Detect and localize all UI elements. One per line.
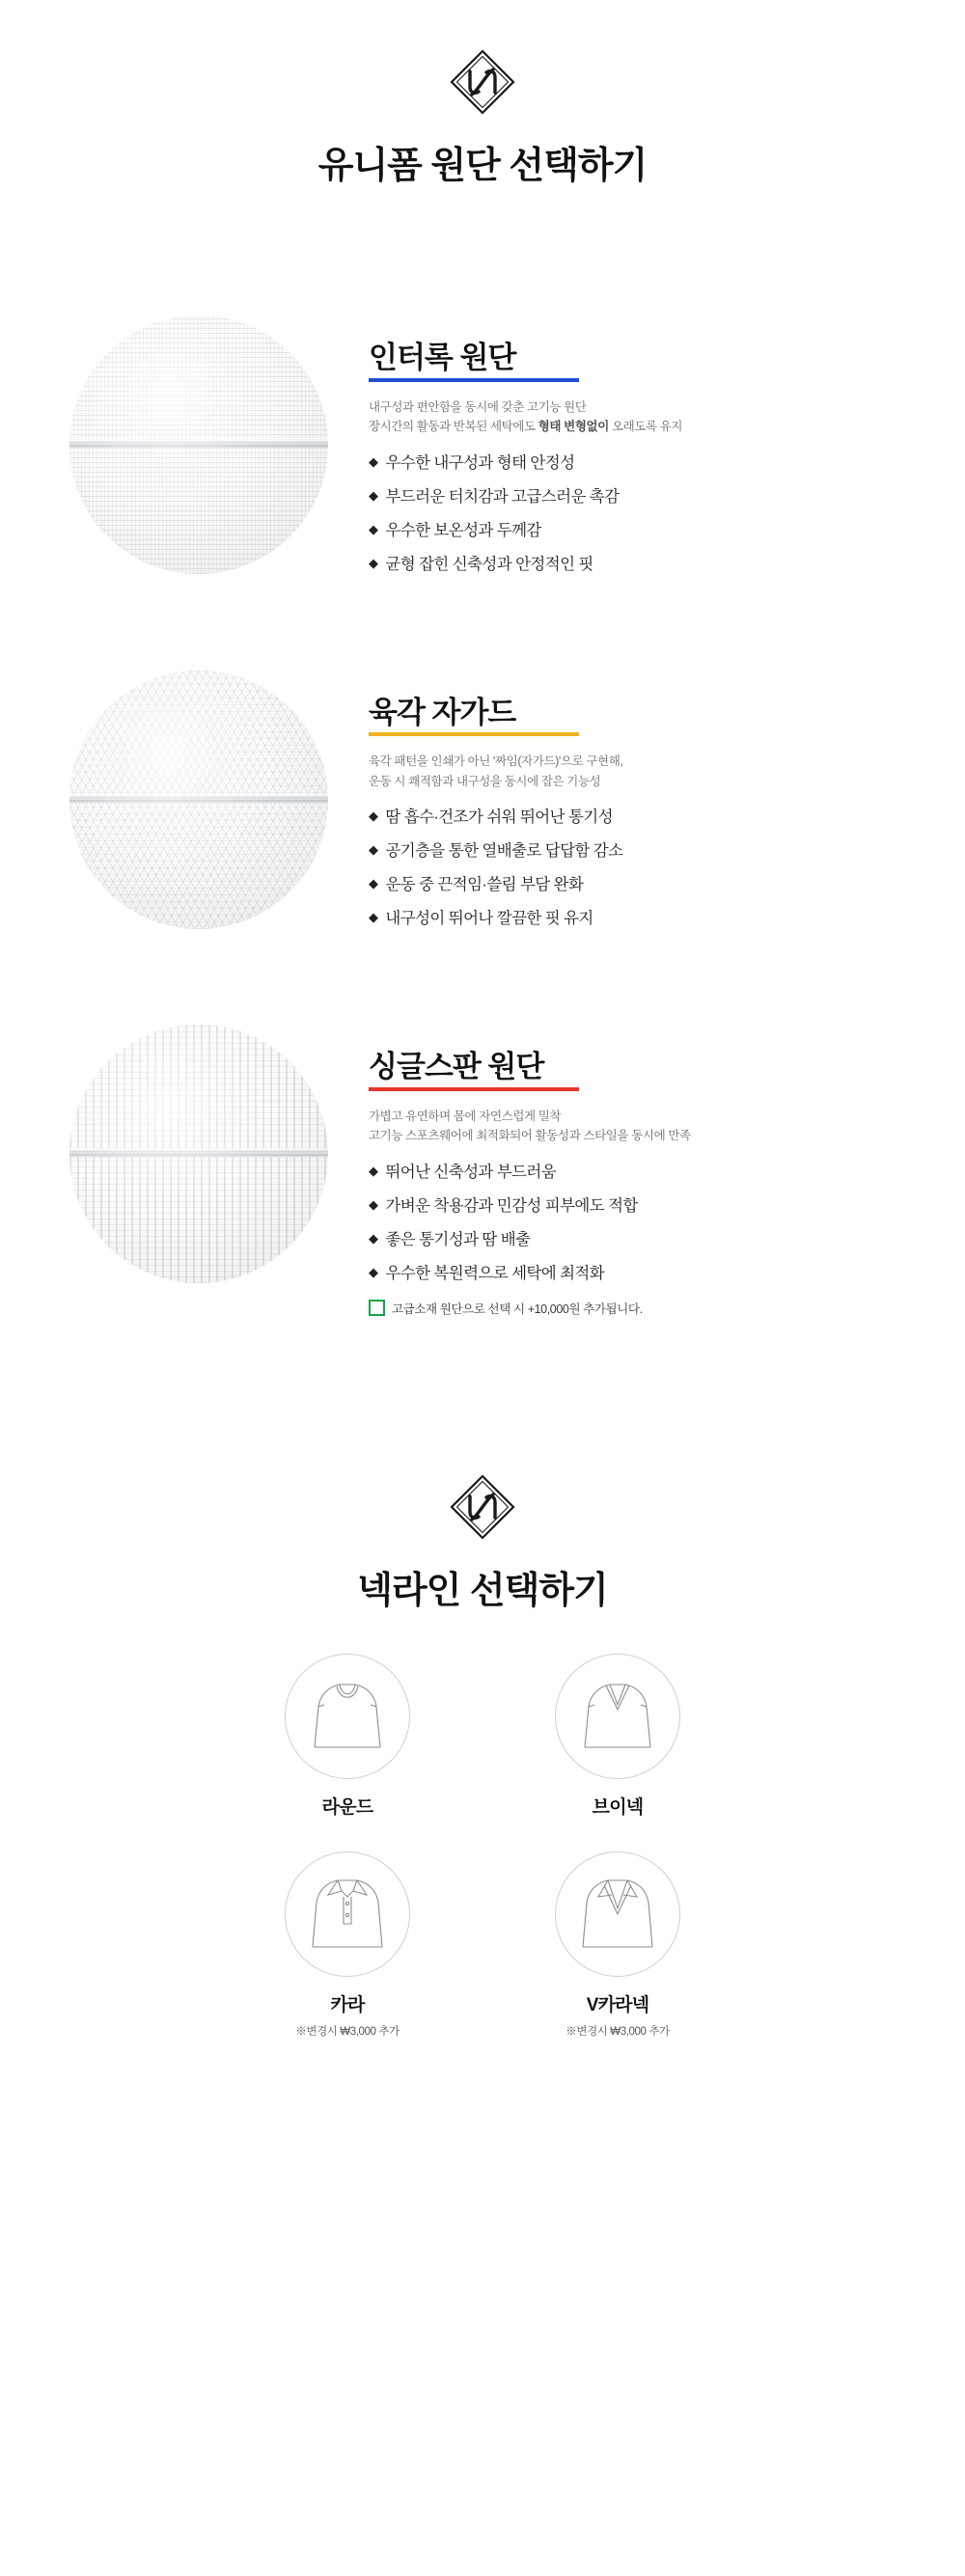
fabric-description-line-2: 운동 시 쾌적함과 내구성을 동시에 잡은 기능성 <box>369 774 601 788</box>
diamond-bullet-icon: ◆ <box>369 1264 378 1279</box>
diamond-bullet-icon: ◆ <box>369 453 378 469</box>
neckline-label: 카라 <box>330 1994 365 2015</box>
feature-item: ◆ 부드러운 터치감과 고급스러운 촉감 <box>369 487 620 506</box>
fabric-description <box>369 752 965 791</box>
feature-item: ◆ 우수한 보온성과 두께감 <box>369 521 541 539</box>
neckline-label: 라운드 <box>321 1796 373 1818</box>
fabric-description-line-1: 내구성과 편안함을 동시에 갖춘 고기능 원단 <box>369 399 587 414</box>
diamond-bullet-icon: ◆ <box>369 1164 378 1179</box>
fabric-text-column <box>359 1025 965 1317</box>
feature-item: ◆ 좋은 통기성과 땀 배출 <box>369 1230 531 1248</box>
fabric-text-column <box>359 671 965 943</box>
fabric-name-underline <box>369 1087 579 1091</box>
neckline-v-collar-icon <box>555 1851 680 1977</box>
fabric-swatch-interlock-icon <box>69 315 328 574</box>
neckline-options-grid <box>212 1654 753 2039</box>
diamond-bullet-icon: ◆ <box>369 910 378 925</box>
fabric-swatch-hexagon-jacquard-icon <box>69 671 328 929</box>
brand-logo-middle <box>0 1433 965 1543</box>
neckline-option-v-collar[interactable] <box>482 1851 753 2039</box>
fabric-name-underline <box>369 378 579 382</box>
feature-item: ◆ 우수한 내구성과 형태 안정성 <box>369 453 575 472</box>
fabric-description <box>369 397 965 437</box>
fabric-text-column <box>359 315 965 588</box>
swatch-column <box>69 1025 359 1283</box>
feature-item: ◆ 내구성이 뛰어나 깔끔한 핏 유지 <box>369 910 593 928</box>
page-title-neckline: 넥라인 선택하기 <box>357 1570 608 1611</box>
fabric-option-hexagon-jacquard[interactable] <box>0 671 965 943</box>
fabric-swatch-single-span-icon <box>69 1025 328 1283</box>
diamond-bullet-icon: ◆ <box>369 876 378 891</box>
neckline-round-icon <box>285 1654 410 1779</box>
diamond-bullet-icon: ◆ <box>369 1196 378 1212</box>
premium-fabric-surcharge-note <box>369 1300 965 1317</box>
bottom-spacer <box>0 2039 965 2106</box>
swatch-column <box>69 671 359 929</box>
feature-item: ◆ 땀 흡수·건조가 쉬워 뛰어난 통기성 <box>369 808 613 827</box>
feature-item: ◆ 가벼운 착용감과 민감성 피부에도 적합 <box>369 1196 638 1215</box>
fabric-name: 육각 자가드 <box>369 695 516 729</box>
diamond-bullet-icon: ◆ <box>369 808 378 824</box>
neckline-vneck-icon <box>555 1654 680 1779</box>
diamond-bullet-icon: ◆ <box>369 555 378 570</box>
fabric-name: 싱글스판 원단 <box>369 1050 544 1084</box>
premium-fabric-surcharge-text: 고급소재 원단으로 선택 시 +10,000원 추가됩니다. <box>392 1302 643 1316</box>
feature-item: ◆ 운동 중 끈적임·쓸림 부담 완화 <box>369 876 584 894</box>
fabric-option-single-span[interactable] <box>0 1025 965 1317</box>
neckline-option-collar[interactable] <box>212 1851 482 2039</box>
page-title-fabric: 유니폼 원단 선택하기 <box>317 146 648 186</box>
diamond-bullet-icon: ◆ <box>369 1230 378 1246</box>
neckline-label: 브이넥 <box>592 1796 644 1818</box>
fabric-description-line-1: 육각 패턴을 인쇄가 아닌 '짜임(자가드)'으로 구현해, <box>369 754 623 769</box>
neckline-collar-icon <box>285 1851 410 1977</box>
fabric-option-interlock[interactable] <box>0 315 965 588</box>
brand-logo-top <box>0 0 965 118</box>
fabric-description-line-1: 가볍고 유연하며 몸에 자연스럽게 밀착 <box>369 1109 562 1123</box>
diamond-bullet-icon: ◆ <box>369 521 378 536</box>
swatch-column <box>69 315 359 574</box>
fabric-description-line-2: 고기능 스포츠웨어에 최적화되어 활동성과 스타일을 동시에 만족 <box>369 1129 691 1143</box>
neckline-option-round[interactable] <box>212 1654 482 1819</box>
fabric-name-underline <box>369 732 579 736</box>
diamond-bullet-icon: ◆ <box>369 487 378 503</box>
neckline-section <box>0 1433 965 2039</box>
neckline-surcharge: ※변경시 ₩3,000 추가 <box>295 2025 400 2038</box>
fabric-name: 인터록 원단 <box>369 341 516 374</box>
fabric-description <box>369 1107 965 1146</box>
feature-item: ◆ 공기층을 통한 열배출로 답답함 감소 <box>369 842 623 861</box>
feature-item: ◆ 뛰어난 신축성과 부드러움 <box>369 1164 557 1182</box>
neckline-surcharge: ※변경시 ₩3,000 추가 <box>565 2025 670 2038</box>
feature-item: ◆ 균형 잡힌 신축성과 안정적인 핏 <box>369 555 593 573</box>
neckline-option-vneck[interactable] <box>482 1654 753 1819</box>
brand-diamond-logo-icon <box>447 46 518 118</box>
green-square-checkbox-icon[interactable] <box>369 1300 385 1316</box>
diamond-bullet-icon: ◆ <box>369 842 378 858</box>
feature-item: ◆ 우수한 복원력으로 세탁에 최적화 <box>369 1264 605 1282</box>
neckline-label: V카라넥 <box>586 1994 649 2015</box>
brand-diamond-logo-icon <box>447 1471 518 1543</box>
fabric-description-line-2: 장시간의 활동과 반복된 세탁에도 형태 변형없이 오래도록 유지 <box>369 420 683 434</box>
